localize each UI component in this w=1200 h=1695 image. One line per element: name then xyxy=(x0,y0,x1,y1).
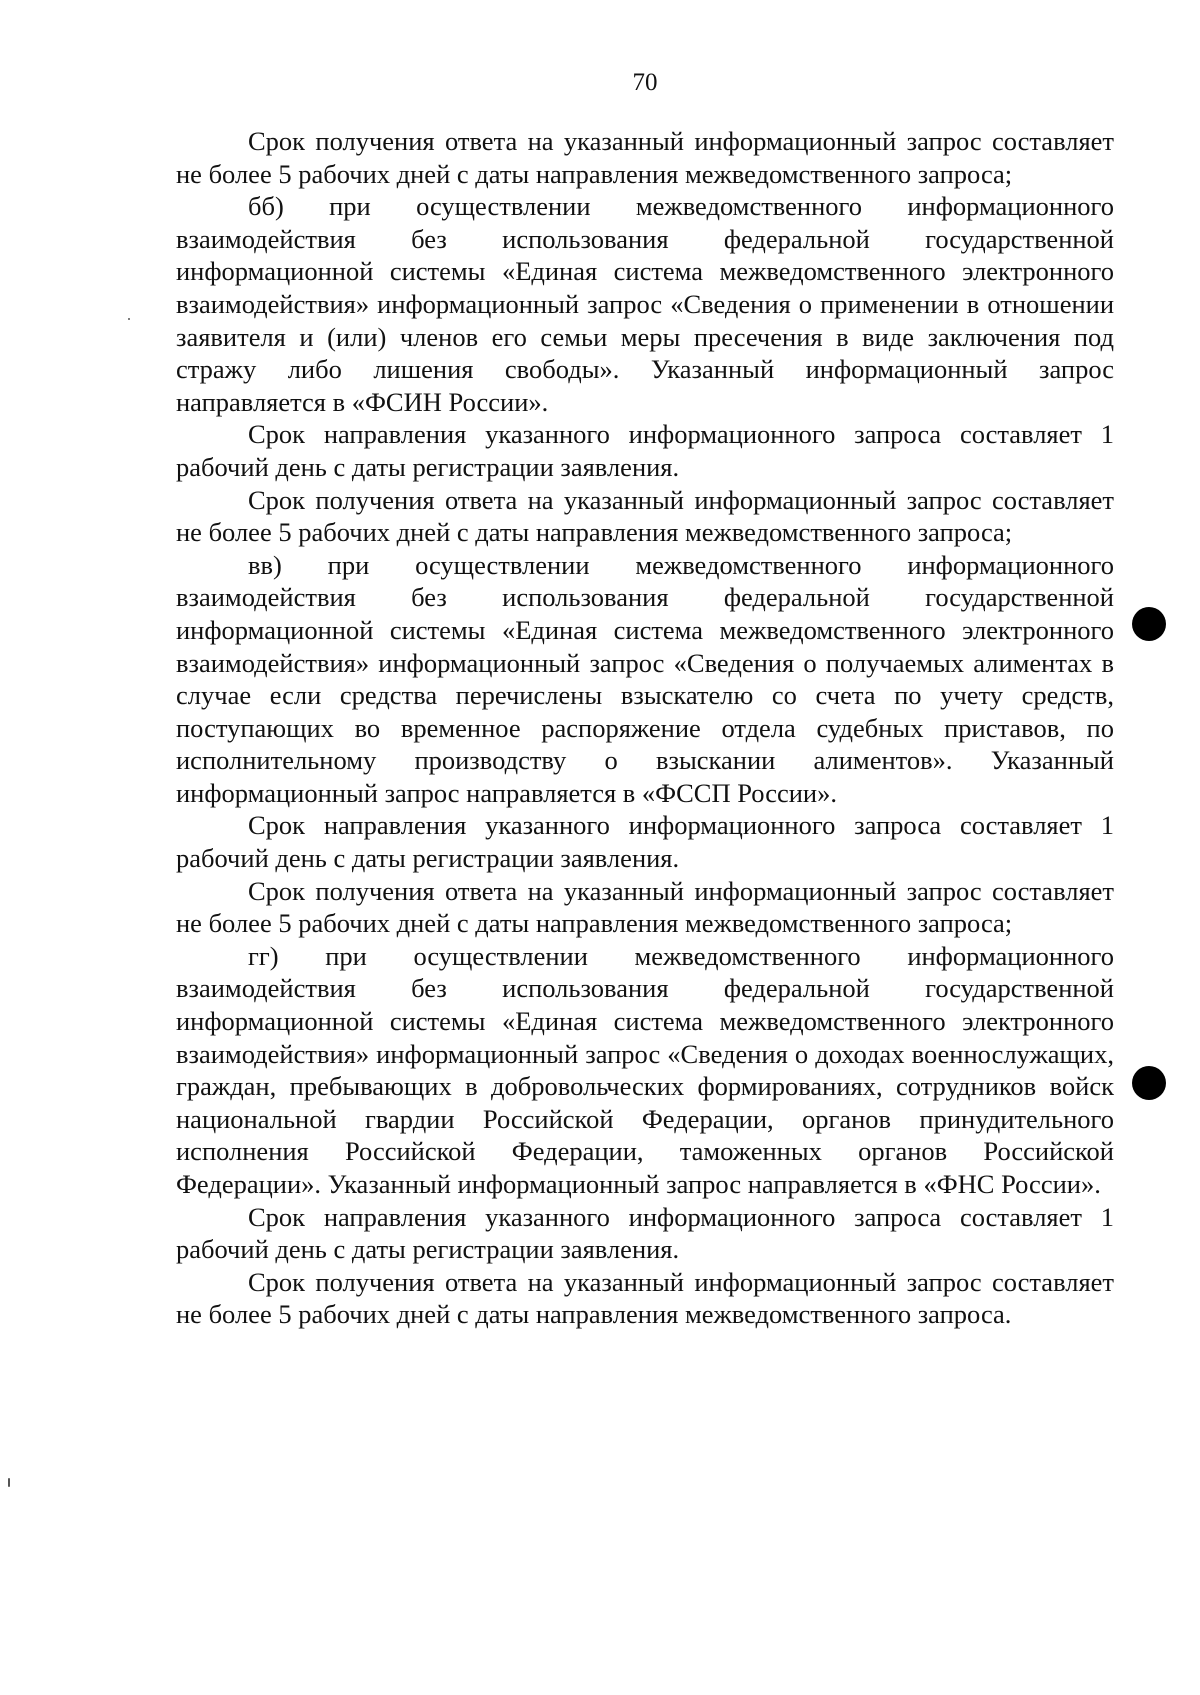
paragraph: Срок направления указанного информационного запроса составляет 1 рабочий день с даты регистрации заявления. xyxy=(176,419,1114,482)
scan-speck xyxy=(128,318,130,320)
paragraph: гг) при осуществлении межведомственного информационного взаимодействия без использования федеральной государственной информационной системы «Единая система межведомственного электронного взаимодействия» информационный запрос «Сведения о доходах военнослужащих, граждан, пребывающих в добровольческих формированиях, сотрудников войск национальной гвардии Российской Федерации, органов принудительного исполнения Российской Федерации, таможенных органов Российской Федерации». Указанный информационный запрос направляется в «ФНС России». xyxy=(176,940,1114,1199)
scan-speck xyxy=(8,1478,10,1487)
paragraph: бб) при осуществлении межведомственного информационного взаимодействия без использования федеральной государственной информационной системы «Единая система межведомственного электронного взаимодействия» информационный запрос «Сведения о применении в отношении заявителя и (или) членов его семьи меры пресечения в виде заключения под стражу либо лишения свободы». Указанный информационный запрос направляется в «ФСИН России». xyxy=(176,191,1114,417)
paragraph: Срок получения ответа на указанный информационный запрос составляет не более 5 рабочих дней с даты направления межведомственного запроса; xyxy=(176,484,1114,548)
punch-hole-mark xyxy=(1132,1066,1166,1100)
paragraph: Срок направления указанного информационного запроса составляет 1 рабочий день с даты регистрации заявления. xyxy=(176,810,1114,874)
paragraph: Срок получения ответа на указанный информационный запрос составляет не более 5 рабочих дней с даты направления межведомственного запроса; xyxy=(176,875,1114,939)
paragraph: Срок получения ответа на указанный информационный запрос составляет не более 5 рабочих дней с даты направления межведомственного запроса. xyxy=(176,1266,1114,1330)
paragraph: Срок получения ответа на указанный информационный запрос составляет не более 5 рабочих дней с даты направления межведомственного запроса; xyxy=(176,126,1114,189)
paragraph: Срок направления указанного информационного запроса составляет 1 рабочий день с даты регистрации заявления. xyxy=(176,1201,1114,1265)
document-body xyxy=(176,125,1114,1331)
punch-hole-mark xyxy=(1132,607,1166,641)
paragraph: вв) при осуществлении межведомственного информационного взаимодействия без использования федеральной государственной информационной системы «Единая система межведомственного электронного взаимодействия» информационный запрос «Сведения о получаемых алиментах в случае если средства перечислены взыскателю со счета по учету средств, поступающих во временное распоряжение отдела судебных приставов, по исполнительному производству о взыскании алиментов». Указанный информационный запрос направляется в «ФССП России». xyxy=(176,549,1114,808)
page-number: 70 xyxy=(632,69,658,96)
